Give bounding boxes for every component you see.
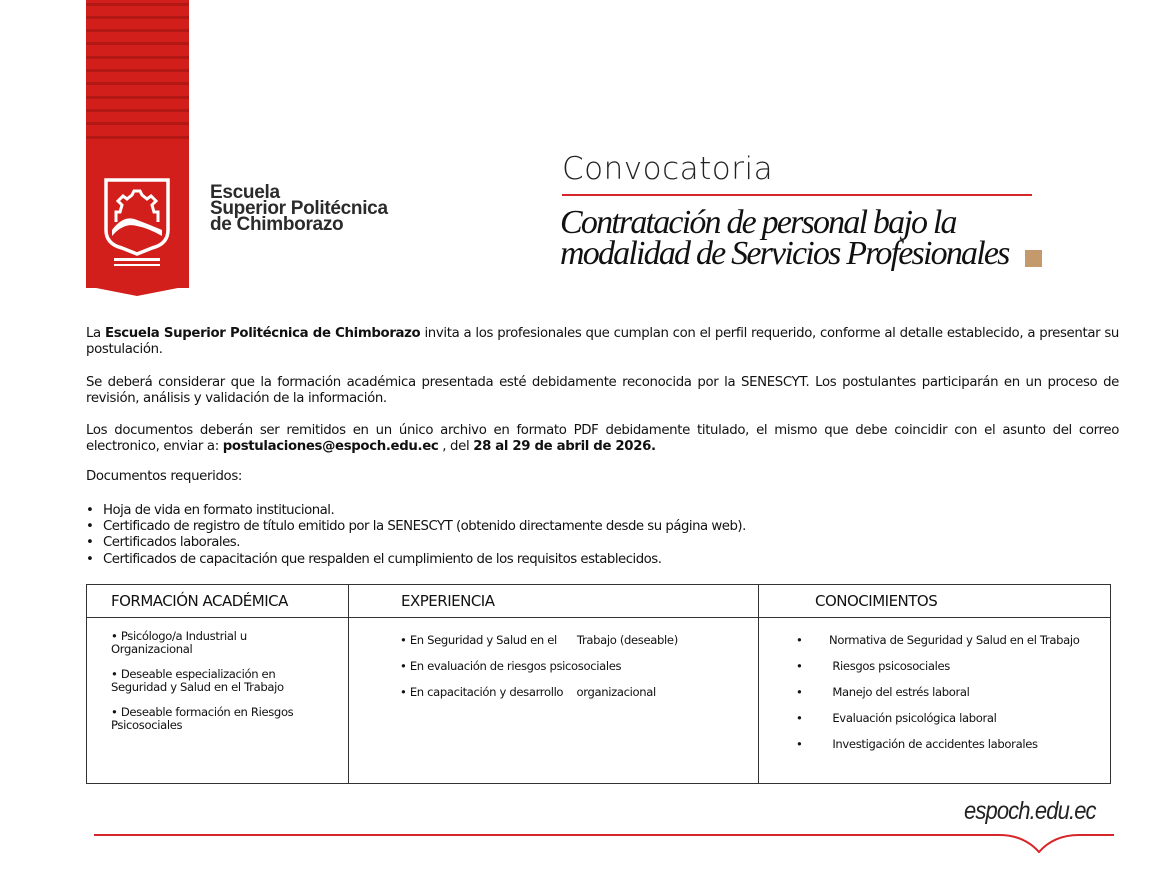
submission-middle: , del: [438, 439, 474, 454]
documents-list: [86, 503, 746, 568]
table-item-text: Normativa de Seguridad y Salud en el Trabajo: [829, 633, 1080, 647]
table-cell: [87, 618, 348, 732]
table-item: [796, 634, 1110, 647]
table-cell: [759, 618, 1110, 751]
intro-suffix: invita a los profesionales que cumplan con el perfil requerido, conforme al detalle establecido, a presentar su postulación.: [86, 326, 1119, 357]
table-item-text: Investigación de accidentes laborales: [829, 737, 1038, 751]
table-item: [796, 686, 1110, 699]
banner-stripe: [86, 69, 189, 72]
banner-stripe: [86, 136, 189, 139]
table-item: [796, 738, 1110, 751]
website-link[interactable]: espoch.edu.ec: [964, 797, 1096, 825]
page-title-line: modalidad de Servicios Profesionales: [560, 235, 1009, 272]
list-item: • Certificado de registro de título emitido por la SENESCYT (obtenido directamente desde su página web).: [86, 519, 746, 535]
table-item-text: Manejo del estrés laboral: [829, 685, 970, 699]
table-item-text: Evaluación psicológica laboral: [829, 711, 997, 725]
table-item: • En capacitación y desarrollo organizacional: [400, 685, 656, 699]
footer-divider: [94, 826, 1114, 856]
submission-email[interactable]: postulaciones@espoch.edu.ec: [222, 439, 439, 454]
page-title: [560, 204, 1009, 272]
shield-mountain-gear-icon: [104, 178, 170, 268]
page-title-line: Contratación de personal bajo la: [560, 204, 956, 241]
banner-stripe: [86, 82, 189, 85]
table-item: • Deseable formación en Riesgos Psicosociales: [111, 705, 294, 732]
table-header: CONOCIMIENTOS: [759, 585, 1110, 618]
senescyt-paragraph: Se deberá considerar que la formación académica presentada esté debidamente reconocida por la SENESCYT. Los postulantes participarán en un proceso de revisión, análisis y validación de la información.: [86, 375, 1119, 406]
table-header: FORMACIÓN ACADÉMICA: [87, 585, 348, 618]
title-divider: [562, 194, 1032, 196]
banner-stripe: [86, 56, 189, 59]
institution-name-bold: Escuela Superior Politécnica de Chimborazo: [104, 326, 421, 341]
institution-name-line: Escuela: [210, 182, 280, 203]
institution-name-line: Superior Politécnica: [210, 198, 388, 219]
requirements-table: [86, 584, 1111, 784]
banner-stripe: [86, 109, 189, 112]
table-column-experiencia: [349, 585, 759, 783]
accent-square: [1025, 250, 1042, 267]
table-item: • Deseable especialización en Seguridad y Salud en el Trabajo: [111, 667, 284, 694]
submission-dates: 28 al 29 de abril de 2026.: [473, 439, 656, 454]
intro-paragraph: [86, 326, 1119, 358]
submission-paragraph: [86, 423, 1119, 455]
table-item: • En evaluación de riesgos psicosociales: [400, 659, 622, 673]
documents-heading: Documentos requeridos:: [86, 469, 243, 484]
banner-stripe: [86, 42, 189, 45]
banner-stripe: [86, 96, 189, 99]
bullet: •: [796, 633, 803, 647]
banner-tip: [86, 286, 188, 296]
intro-prefix: La: [86, 326, 105, 341]
banner-stripe: [86, 16, 189, 19]
bullet: •: [796, 737, 803, 751]
bullet: •: [796, 659, 803, 673]
table-item: • Psicólogo/a Industrial u Organizacional: [111, 629, 247, 656]
bullet: •: [796, 711, 803, 725]
table-column-conocimientos: [759, 585, 1110, 783]
institution-name-line: de Chimborazo: [210, 214, 344, 235]
table-column-formacion: [87, 585, 349, 783]
bullet: •: [796, 685, 803, 699]
banner-stripe: [86, 3, 189, 6]
list-item: • Hoja de vida en formato institucional.: [86, 503, 746, 519]
submission-prefix: Los documentos deberán ser remitidos en un único archivo en formato PDF debidamente titulado, el mismo que debe coincidir con el asunto del correo electronico, enviar a:: [86, 423, 1119, 454]
page-kicker: Convocatoria: [562, 151, 774, 187]
institution-name: [210, 182, 388, 235]
table-item: [796, 712, 1110, 725]
table-item: • En Seguridad y Salud en el Trabajo (deseable): [400, 633, 678, 647]
list-item: • Certificados de capacitación que respalden el cumplimiento de los requisitos establecidos.: [86, 552, 746, 568]
table-cell: [349, 618, 758, 699]
banner-stripe: [86, 122, 189, 125]
table-item-text: Riesgos psicosociales: [829, 659, 950, 673]
banner-stripe: [86, 29, 189, 32]
table-header: EXPERIENCIA: [349, 585, 758, 618]
table-item: [796, 660, 1110, 673]
list-item: • Certificados laborales.: [86, 535, 746, 551]
